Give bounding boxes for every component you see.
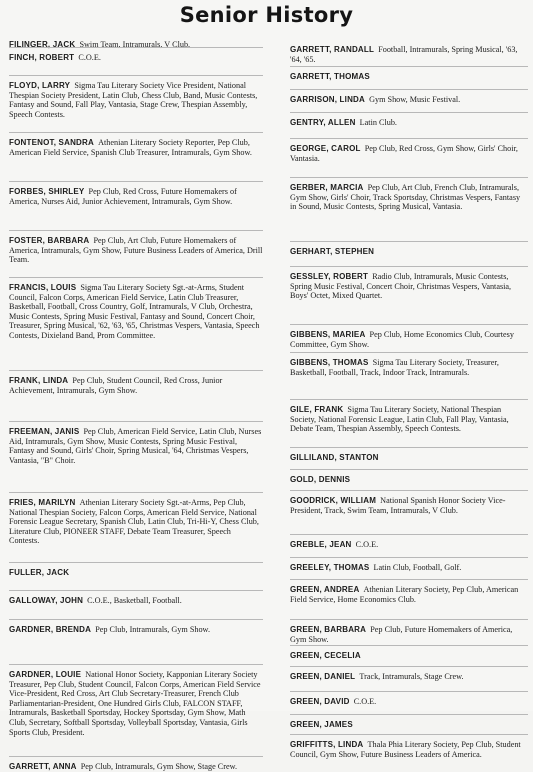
senior-entry: [290, 625, 528, 644]
senior-activities: Sigma Tau Literary Society, Treasurer, Basketball, Football, Track, Indoor Track, Intramurals.: [290, 358, 499, 377]
senior-activities: Thala Phia Literary Society, Pep Club, Student Council, Gym Show, Future Business Leaders of America.: [290, 740, 521, 759]
entry-divider: [290, 138, 528, 139]
senior-name: GREBLE, JEAN: [290, 540, 352, 549]
senior-activities: C.O.E.: [353, 697, 377, 706]
senior-activities: National Spanish Honor Society Vice-President, Track, Swim Team, Intramurals, V Club.: [290, 496, 506, 515]
entry-divider: [290, 89, 528, 90]
senior-entry: [290, 144, 528, 163]
senior-activities: Sigma Tau Literary Society Vice President, National Thespian Society President, Latin Club, Chess Club, Band, Music Contests, Fantasy and Sound, Fall Play, Vantasia, Stage Crew, Thespian Assembly, Speech Contests.: [9, 81, 258, 119]
senior-name: FLOYD, LARRY: [9, 81, 71, 90]
senior-entry: [290, 697, 528, 707]
senior-entry: [290, 118, 528, 128]
entry-divider: [290, 66, 528, 67]
senior-name: GOODRICK, WILLIAM: [290, 496, 377, 505]
senior-entry: [9, 596, 263, 606]
senior-activities: Pep Club, American Field Service, Latin Club, Nurses Aid, Intramurals, Gym Show, Music Contests, Spring Music Festival, Fantasy and Sound, Girls' Choir, Spring Musical, '64, Christmas Vespers, Vantasia, "B" Choir.: [9, 427, 262, 465]
senior-name: GILLILAND, STANTON: [290, 453, 379, 462]
senior-entry: [290, 405, 528, 434]
senior-activities: Radio Club, Intramurals, Music Contests, Spring Music Festival, Concert Choir, Christmas Vespers, Vantasia, Boys' Octet, Mixed Quartet.: [290, 272, 512, 301]
senior-entry: [290, 720, 528, 730]
senior-name: GREEN, JAMES: [290, 720, 353, 729]
senior-activities: Pep Club, Red Cross, Future Homemakers of America, Nurses Aid, Junior Achievement, Intramurals, Gym Show.: [9, 187, 237, 206]
senior-entry: [290, 453, 528, 463]
entry-divider: [290, 177, 528, 178]
entry-divider: [290, 447, 528, 448]
senior-entry: [9, 427, 263, 465]
senior-entry: [290, 330, 528, 349]
senior-name: GERBER, MARCIA: [290, 183, 364, 192]
senior-activities: Football, Intramurals, Spring Musical, '63, '64, '65.: [290, 45, 518, 64]
senior-activities: Pep Club, Home Economics Club, Courtesy Committee, Gym Show.: [290, 330, 514, 349]
entry-divider: [9, 590, 263, 591]
senior-activities: Pep Club, Intramurals, Gym Show, Stage Crew.: [80, 762, 238, 771]
entry-divider: [290, 666, 528, 667]
senior-name: GREEN, DANIEL: [290, 672, 356, 681]
senior-name: GALLOWAY, JOHN: [9, 596, 84, 605]
entry-divider: [290, 714, 528, 715]
entry-divider: [290, 534, 528, 535]
senior-entry: [290, 95, 528, 105]
senior-name: GERHART, STEPHEN: [290, 247, 375, 256]
senior-activities: Latin Club, Football, Golf.: [373, 563, 462, 572]
senior-name: GARRETT, ANNA: [9, 762, 77, 771]
senior-activities: Pep Club, Student Council, Red Cross, Junior Achievement, Intramurals, Gym Show.: [9, 376, 223, 395]
entry-divider: [290, 266, 528, 267]
senior-name: FRANK, LINDA: [9, 376, 69, 385]
senior-activities: Latin Club.: [359, 118, 397, 127]
senior-entry: [290, 540, 528, 550]
entry-divider: [290, 469, 528, 470]
senior-name: GILE, FRANK: [290, 405, 344, 414]
senior-activities: Sigma Tau Literary Society, National Thespian Society, National Forensic League, Latin Club, Fall Play, Vantasia, Debate Team, Thespian Assembly, Speech Contests.: [290, 405, 509, 434]
entry-divider: [9, 562, 263, 563]
entry-divider: [9, 492, 263, 493]
senior-name: GENTRY, ALLEN: [290, 118, 356, 127]
senior-name: FOSTER, BARBARA: [9, 236, 90, 245]
entry-divider: [9, 619, 263, 620]
senior-entry: [290, 272, 528, 301]
page-title: Senior History: [179, 3, 354, 27]
senior-entry: [9, 498, 263, 546]
senior-name: GOLD, DENNIS: [290, 475, 351, 484]
senior-activities: Pep Club, Art Club, French Club, Intramurals, Gym Show, Girls' Choir, Track Sportsday, Christmas Vespers, Fantasy in Sound, Music Contests, Spring Musical, Vantasia.: [290, 183, 521, 212]
senior-entry: [9, 376, 263, 395]
entry-divider: [290, 324, 528, 325]
senior-name: FRIES, MARILYN: [9, 498, 76, 507]
senior-activities: Athenian Literary Society Sgt.-at-Arms, Pep Club, National Thespian Society, Falcon Corps, American Field Service, National Forensic League Secretary, Spanish Club, Latin Club, Tri-Hi-Y, Chess Club, Literature Club, PIONEER STAFF, Debate Team Treasurer, Speech Contests.: [9, 498, 259, 546]
senior-name: GARDNER, LOUIE: [9, 670, 82, 679]
senior-name: FORBES, SHIRLEY: [9, 187, 85, 196]
senior-entry: [290, 45, 528, 64]
senior-entry: [290, 496, 528, 515]
entry-divider: [290, 734, 528, 735]
senior-entry: [9, 40, 263, 50]
senior-entry: [9, 762, 263, 772]
senior-entry: [9, 236, 263, 265]
senior-name: GEORGE, CAROL: [290, 144, 361, 153]
senior-activities: Pep Club, Red Cross, Gym Show, Girls' Choir, Vantasia.: [290, 144, 518, 163]
senior-activities: C.O.E.: [78, 53, 101, 62]
senior-name: GIBBENS, MARIEA: [290, 330, 366, 339]
senior-name: GARRISON, LINDA: [290, 95, 365, 104]
entry-divider: [9, 756, 263, 757]
senior-entry: [290, 740, 528, 759]
entry-divider: [9, 277, 263, 278]
senior-entry: [290, 651, 528, 661]
senior-entry: [9, 187, 263, 206]
senior-name: FREEMAN, JANIS: [9, 427, 80, 436]
senior-activities: Gym Show, Music Festival.: [369, 95, 461, 104]
senior-name: GREEN, ANDREA: [290, 585, 360, 594]
entry-divider: [290, 645, 528, 646]
senior-name: GARRETT, RANDALL: [290, 45, 375, 54]
senior-activities: Pep Club, Intramurals, Gym Show.: [95, 625, 210, 634]
senior-entry: [290, 585, 528, 604]
senior-activities: Pep Club, Art Club, Future Homemakers of America, Intramurals, Gym Show, Future Business Leaders of America, Drill Team.: [9, 236, 263, 265]
senior-activities: Swim Team, Intramurals, V Club.: [79, 40, 191, 49]
entry-divider: [290, 691, 528, 692]
senior-entry: [9, 568, 263, 578]
senior-name: GARDNER, BRENDA: [9, 625, 92, 634]
senior-activities: Athenian Literary Society, Pep Club, American Field Service, Home Economics Club.: [290, 585, 519, 604]
senior-entry: [290, 358, 528, 377]
senior-entry: [290, 247, 528, 257]
entry-divider: [9, 47, 263, 48]
senior-entry: [290, 672, 528, 682]
entry-divider: [290, 490, 528, 491]
entry-divider: [9, 181, 263, 182]
entry-divider: [290, 557, 528, 558]
senior-entry: [290, 563, 528, 573]
senior-name: FINCH, ROBERT: [9, 53, 75, 62]
senior-name: GESSLEY, ROBERT: [290, 272, 369, 281]
entry-divider: [9, 664, 263, 665]
senior-name: FRANCIS, LOUIS: [9, 283, 77, 292]
entry-divider: [290, 619, 528, 620]
senior-name: GRIFFITTS, LINDA: [290, 740, 364, 749]
senior-name: FONTENOT, SANDRA: [9, 138, 94, 147]
entry-divider: [290, 241, 528, 242]
senior-activities: Track, Intramurals, Stage Crew.: [359, 672, 464, 681]
senior-activities: Sigma Tau Literary Society Sgt.-at-Arms, Student Council, Falcon Corps, American Field Service, Latin Club Treasurer, Basketball, Football, Cross Country, Golf, Intramurals, V Club, Orchestra, Music Contests, Spring Music Festival, Fantasy and Sound, Concert Choir, Treasurer, Spring Musical, '62, '63, '65, Christmas Vespers, Vantasia, Speech Contests, Dixieland Band, Prom Committee.: [9, 283, 260, 340]
senior-entry: [290, 183, 528, 212]
senior-entry: [9, 625, 263, 635]
senior-entry: [9, 138, 263, 157]
entry-divider: [290, 399, 528, 400]
senior-activities: C.O.E., Basketball, Football.: [87, 596, 182, 605]
senior-entry: [290, 475, 528, 485]
entry-divider: [9, 75, 263, 76]
senior-activities: Pep Club, Future Homemakers of America, Gym Show.: [290, 625, 513, 644]
senior-name: GREEN, DAVID: [290, 697, 350, 706]
senior-name: GREEN, CECELIA: [290, 651, 361, 660]
entry-divider: [9, 370, 263, 371]
senior-entry: [9, 81, 263, 119]
senior-activities: National Honor Society, Kapponian Literary Society Treasurer, Pep Club, Student Council, Falcon Corps, American Field Service Vice-President, Red Cross, Art Club Secretary-Treasurer, French Club Parliamentarian-President, One Hundred Girls Club, FALCON STAFF, Intramurals, Basketball Sportsday, Hockey Sportsday, Gym Show, Math Club, Secretary, Softball Sportsday, Volleyball Sportsday, Vantasia, Girls Sports Club, President.: [9, 670, 261, 737]
entry-divider: [290, 112, 528, 113]
senior-name: GARRETT, THOMAS: [290, 72, 370, 81]
senior-entry: [290, 72, 528, 82]
entry-divider: [9, 132, 263, 133]
senior-name: GREEN, BARBARA: [290, 625, 367, 634]
senior-name: FILINGER, JACK: [9, 40, 76, 49]
entry-divider: [9, 421, 263, 422]
senior-entry: [9, 283, 263, 341]
entry-divider: [290, 579, 528, 580]
senior-activities: Athenian Literary Society Reporter, Pep Club, American Field Service, Spanish Club Treasurer, Intramurals, Gym Show.: [9, 138, 252, 157]
entry-divider: [290, 352, 528, 353]
senior-entry: [9, 670, 263, 737]
entry-divider: [9, 230, 263, 231]
senior-activities: C.O.E.: [355, 540, 379, 549]
senior-entry: [9, 53, 263, 63]
senior-name: GIBBENS, THOMAS: [290, 358, 369, 367]
senior-name: GREELEY, THOMAS: [290, 563, 370, 572]
senior-name: FULLER, JACK: [9, 568, 70, 577]
